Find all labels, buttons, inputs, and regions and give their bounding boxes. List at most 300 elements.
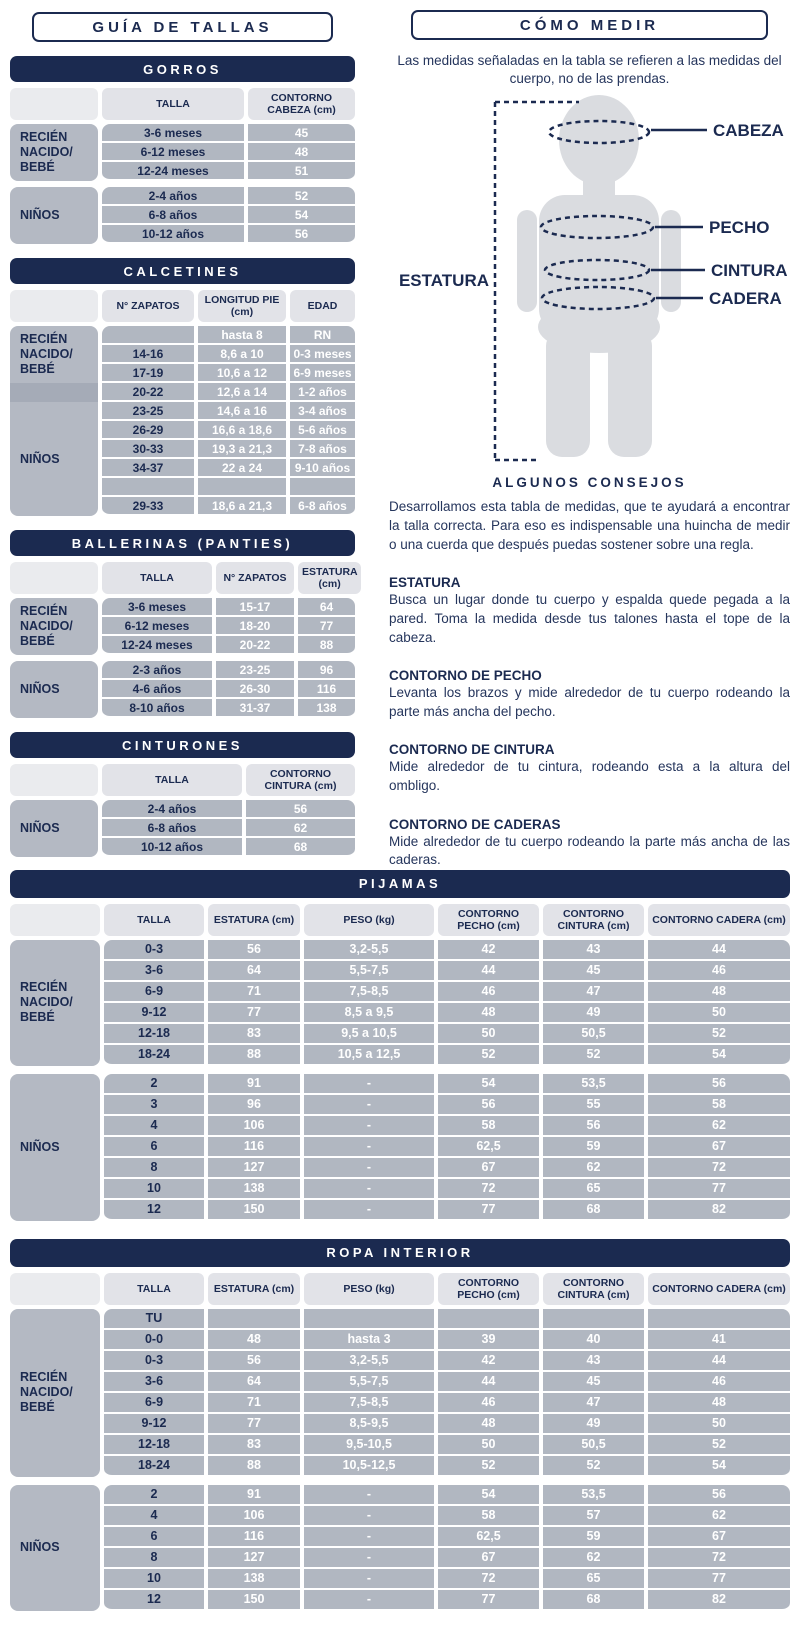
value-cell: 48	[438, 1003, 539, 1024]
size-cell: 9-12	[104, 1003, 204, 1024]
value-cell: -	[304, 1485, 434, 1506]
value-cell: 150	[208, 1590, 300, 1611]
value-cell: 44	[438, 961, 539, 982]
size-cell: 6-9	[104, 1393, 204, 1414]
size-cell: 34-37	[102, 459, 194, 478]
value-cell: 46	[438, 1393, 539, 1414]
value-cell: 23-25	[216, 661, 294, 680]
value-cell: 14,6 a 16	[198, 402, 286, 421]
value-cell: 138	[208, 1569, 300, 1590]
category-label: NIÑOS	[20, 451, 60, 466]
value-cell: 43	[543, 1351, 644, 1372]
size-cell: 2-3 años	[102, 661, 212, 680]
value-cell: 45	[543, 1372, 644, 1393]
size-cell: 10	[104, 1179, 204, 1200]
value-cell: 82	[648, 1590, 790, 1611]
value-cell: 52	[648, 1435, 790, 1456]
value-cell: 46	[648, 961, 790, 982]
value-cell: 20-22	[216, 636, 294, 655]
measure-intro-text: Las medidas señaladas en la tabla se refieren a las medidas del cuerpo, no de las prendas.	[397, 53, 782, 87]
column-header: TALLA	[104, 904, 204, 936]
value-cell	[304, 1309, 434, 1330]
value-cell: 31-37	[216, 699, 294, 718]
column-header: TALLA	[102, 88, 244, 120]
size-cell: 8	[104, 1548, 204, 1569]
value-cell: 58	[648, 1095, 790, 1116]
value-cell: 68	[543, 1200, 644, 1221]
size-cell: 12-24 meses	[102, 162, 244, 181]
value-cell: 45	[248, 124, 355, 143]
value-cell: 7,5-8,5	[304, 1393, 434, 1414]
cabeza-label: CABEZA	[713, 121, 784, 141]
value-cell: 77	[298, 617, 355, 636]
table-row-group	[10, 940, 790, 1066]
category-label: RECIÉN NACIDO/ BEBÉ	[20, 332, 73, 376]
category-cell	[10, 326, 98, 516]
column-header: PESO (kg)	[304, 1273, 434, 1305]
value-cell: 44	[648, 940, 790, 961]
value-cell: 42	[438, 940, 539, 961]
value-cell: 56	[648, 1485, 790, 1506]
value-cell: -	[304, 1074, 434, 1095]
value-cell: 45	[543, 961, 644, 982]
category-cell: NIÑOS	[10, 1485, 100, 1611]
value-cell: 116	[208, 1527, 300, 1548]
ballerinas-table	[10, 530, 358, 718]
value-cell: 127	[208, 1158, 300, 1179]
table-row-group	[10, 187, 355, 244]
value-cell: 62,5	[438, 1527, 539, 1548]
value-cell: 39	[438, 1330, 539, 1351]
ballerinas-section-bar: BALLERINAS (PANTIES)	[10, 530, 355, 556]
value-cell: 83	[208, 1435, 300, 1456]
value-cell: 64	[298, 598, 355, 617]
table-row-group	[10, 124, 355, 181]
value-cell: 62	[543, 1548, 644, 1569]
value-cell: -	[304, 1200, 434, 1221]
size-cell: 8-10 años	[102, 699, 212, 718]
size-cell: 8	[104, 1158, 204, 1179]
how-to-measure-title: CÓMO MEDIR	[411, 10, 768, 40]
value-cell: 77	[438, 1200, 539, 1221]
value-cell: 44	[648, 1351, 790, 1372]
value-cell: 52	[543, 1456, 644, 1477]
value-cell: 91	[208, 1485, 300, 1506]
value-cell: 1-2 años	[290, 383, 355, 402]
value-cell: 91	[208, 1074, 300, 1095]
size-cell: 14-16	[102, 345, 194, 364]
value-cell: 49	[543, 1003, 644, 1024]
calcetines-section-bar: CALCETINES	[10, 258, 355, 284]
value-cell: 68	[246, 838, 355, 857]
calcetines-table	[10, 258, 355, 516]
column-header: ESTATURA (cm)	[208, 1273, 300, 1305]
size-cell: 2-4 años	[102, 187, 244, 206]
value-cell: -	[304, 1506, 434, 1527]
value-cell: 26-30	[216, 680, 294, 699]
value-cell: 54	[648, 1456, 790, 1477]
category-cell: NIÑOS	[10, 800, 98, 857]
right-column	[389, 10, 790, 870]
value-cell: 48	[648, 1393, 790, 1414]
value-cell: 10,6 a 12	[198, 364, 286, 383]
value-cell: 77	[208, 1414, 300, 1435]
value-cell: 50	[648, 1414, 790, 1435]
value-cell: 71	[208, 982, 300, 1003]
size-cell: 29-33	[102, 497, 194, 516]
value-cell: 67	[648, 1527, 790, 1548]
table-header-row	[10, 88, 355, 120]
value-cell: 77	[648, 1179, 790, 1200]
value-cell: 50	[438, 1024, 539, 1045]
silhouette-shape	[517, 95, 681, 457]
child-silhouette-figure	[389, 92, 789, 464]
size-cell: 3-6	[104, 961, 204, 982]
value-cell: hasta 8	[198, 326, 286, 345]
value-cell: 12,6 a 14	[198, 383, 286, 402]
value-cell: 77	[438, 1590, 539, 1611]
size-cell: 9-12	[104, 1414, 204, 1435]
size-cell: 17-19	[102, 364, 194, 383]
category-cell: RECIÉN NACIDO/ BEBÉ	[10, 940, 100, 1066]
value-cell: -	[304, 1158, 434, 1179]
column-header: EDAD	[290, 290, 355, 322]
value-cell: 5,5-7,5	[304, 1372, 434, 1393]
column-header: TALLA	[102, 562, 212, 594]
value-cell: 50,5	[543, 1435, 644, 1456]
value-cell: 47	[543, 982, 644, 1003]
value-cell: -	[304, 1590, 434, 1611]
size-cell: 0-3	[104, 1351, 204, 1372]
table-header-row	[10, 904, 790, 936]
size-cell: 2-4 años	[102, 800, 242, 819]
value-cell: -	[304, 1095, 434, 1116]
value-cell: 56	[246, 800, 355, 819]
value-cell: 3-4 años	[290, 402, 355, 421]
size-cell: 18-24	[104, 1456, 204, 1477]
value-cell: 83	[208, 1024, 300, 1045]
category-cell: RECIÉN NACIDO/ BEBÉ	[10, 124, 98, 181]
table-header-row	[10, 764, 355, 796]
value-cell: 52	[248, 187, 355, 206]
estatura-section-text: Busca un lugar donde tu cuerpo y espalda quede pegada a la pared. Toma la medida desde tus talones hasta el tope de la cabeza.	[389, 592, 790, 645]
size-cell: 6-12 meses	[102, 143, 244, 162]
column-header: CONTORNO CINTURA (cm)	[246, 764, 355, 796]
value-cell: 50,5	[543, 1024, 644, 1045]
body-measurement-diagram	[389, 92, 790, 469]
value-cell: 52	[543, 1045, 644, 1066]
category-cell: NIÑOS	[10, 661, 98, 718]
header-corner-cell	[10, 1273, 100, 1305]
size-cell: 4	[104, 1506, 204, 1527]
cintura-label: CINTURA	[711, 261, 788, 281]
value-cell: -	[304, 1137, 434, 1158]
value-cell: 59	[543, 1527, 644, 1548]
contorno-cintura-heading: CONTORNO DE CINTURA	[389, 742, 555, 758]
value-cell: 52	[648, 1024, 790, 1045]
value-cell: 138	[208, 1179, 300, 1200]
value-cell: 106	[208, 1506, 300, 1527]
value-cell: 40	[543, 1330, 644, 1351]
size-cell	[102, 326, 194, 345]
value-cell: 62	[246, 819, 355, 838]
size-cell: 26-29	[102, 421, 194, 440]
value-cell: 41	[648, 1330, 790, 1351]
value-cell: 72	[438, 1179, 539, 1200]
value-cell	[208, 1309, 300, 1330]
value-cell: 65	[543, 1179, 644, 1200]
size-guide-title: GUÍA DE TALLAS	[32, 12, 333, 42]
left-column	[10, 10, 358, 857]
consejos-text: Desarrollamos esta tabla de medidas, que te ayudará a encontrar la talla correcta. Para eso es indispensable una huincha de medir o una cuerda que después puedas sostener sobre una regla.	[389, 499, 790, 552]
contorno-caderas-heading: CONTORNO DE CADERAS	[389, 816, 561, 832]
value-cell: 53,5	[543, 1074, 644, 1095]
cadera-label: CADERA	[709, 289, 782, 309]
size-cell: 12-18	[104, 1435, 204, 1456]
size-cell: 12	[104, 1590, 204, 1611]
table-row-group	[10, 598, 355, 655]
value-cell: 62,5	[438, 1137, 539, 1158]
value-cell: 67	[438, 1158, 539, 1179]
value-cell: 96	[298, 661, 355, 680]
value-cell: 57	[543, 1506, 644, 1527]
pijamas-section-bar: PIJAMAS	[10, 870, 790, 898]
value-cell: 150	[208, 1200, 300, 1221]
value-cell: 62	[648, 1506, 790, 1527]
contorno-caderas-text: Mide alrededor de tu cuerpo rodeando la parte más ancha de las caderas.	[389, 833, 790, 868]
value-cell: 8,5-9,5	[304, 1414, 434, 1435]
value-cell: 138	[298, 699, 355, 718]
size-cell: 3-6	[104, 1372, 204, 1393]
size-cell: 6-12 meses	[102, 617, 212, 636]
column-header: CONTORNO CINTURA (cm)	[543, 1273, 644, 1305]
value-cell: 55	[543, 1095, 644, 1116]
value-cell: 62	[543, 1158, 644, 1179]
value-cell: 82	[648, 1200, 790, 1221]
size-cell: 30-33	[102, 440, 194, 459]
value-cell: 5,5-7,5	[304, 961, 434, 982]
contorno-pecho-heading: CONTORNO DE PECHO	[389, 668, 542, 684]
value-cell: 62	[648, 1116, 790, 1137]
size-cell: 6-8 años	[102, 206, 244, 225]
value-cell: 10,5 a 12,5	[304, 1045, 434, 1066]
value-cell: -	[304, 1527, 434, 1548]
value-cell: 72	[438, 1569, 539, 1590]
value-cell: -	[304, 1179, 434, 1200]
size-cell: 4	[104, 1116, 204, 1137]
header-corner-cell	[10, 562, 98, 594]
value-cell: 46	[438, 982, 539, 1003]
top-columns	[10, 10, 790, 870]
column-header: ESTATURA (cm)	[298, 562, 361, 594]
value-cell: 48	[438, 1414, 539, 1435]
column-header: N° ZAPATOS	[216, 562, 294, 594]
size-cell: 6-9	[104, 982, 204, 1003]
value-cell: 67	[438, 1548, 539, 1569]
value-cell: 72	[648, 1548, 790, 1569]
size-cell: 20-22	[102, 383, 194, 402]
size-cell: 6	[104, 1137, 204, 1158]
value-cell	[290, 478, 355, 497]
table-header-row	[10, 562, 358, 594]
header-corner-cell	[10, 904, 100, 936]
value-cell: 9,5 a 10,5	[304, 1024, 434, 1045]
value-cell: 16,6 a 18,6	[198, 421, 286, 440]
value-cell	[543, 1309, 644, 1330]
size-cell: 2	[104, 1074, 204, 1095]
value-cell: 64	[208, 1372, 300, 1393]
value-cell: 47	[543, 1393, 644, 1414]
value-cell: 48	[208, 1330, 300, 1351]
value-cell	[438, 1309, 539, 1330]
value-cell: 59	[543, 1137, 644, 1158]
size-cell: 3	[104, 1095, 204, 1116]
size-cell: 23-25	[102, 402, 194, 421]
column-header: LONGITUD PIE (cm)	[198, 290, 286, 322]
category-cell: RECIÉN NACIDO/ BEBÉ	[10, 598, 98, 655]
value-cell: 48	[248, 143, 355, 162]
value-cell: 19,3 a 21,3	[198, 440, 286, 459]
value-cell: 44	[438, 1372, 539, 1393]
size-cell: 12	[104, 1200, 204, 1221]
value-cell: 6-9 meses	[290, 364, 355, 383]
value-cell: 116	[298, 680, 355, 699]
estatura-section-heading: ESTATURA	[389, 575, 461, 591]
value-cell: 50	[438, 1435, 539, 1456]
cinturones-section-bar: CINTURONES	[10, 732, 355, 758]
column-header: CONTORNO CABEZA (cm)	[248, 88, 355, 120]
value-cell: 18-20	[216, 617, 294, 636]
column-header: CONTORNO CINTURA (cm)	[543, 904, 644, 936]
size-cell: 18-24	[104, 1045, 204, 1066]
value-cell: 58	[438, 1116, 539, 1137]
value-cell: 9,5-10,5	[304, 1435, 434, 1456]
value-cell: 54	[438, 1485, 539, 1506]
column-header: CONTORNO PECHO (cm)	[438, 1273, 539, 1305]
value-cell: 50	[648, 1003, 790, 1024]
value-cell: 116	[208, 1137, 300, 1158]
value-cell: 72	[648, 1158, 790, 1179]
value-cell: 56	[208, 940, 300, 961]
size-cell: 0-0	[104, 1330, 204, 1351]
value-cell: 106	[208, 1116, 300, 1137]
gorros-table	[10, 56, 355, 244]
value-cell: 48	[648, 982, 790, 1003]
value-cell: 6-8 años	[290, 497, 355, 516]
value-cell: 56	[438, 1095, 539, 1116]
contorno-pecho-section	[389, 668, 790, 721]
pijamas-table	[10, 870, 790, 1221]
value-cell: 18,6 a 21,3	[198, 497, 286, 516]
value-cell: 49	[543, 1414, 644, 1435]
size-cell: 10-12 años	[102, 225, 244, 244]
value-cell: 56	[248, 225, 355, 244]
contorno-pecho-text: Levanta los brazos y mide alrededor de tu cuerpo rodeando la parte más ancha del pecho.	[389, 685, 790, 719]
contorno-cintura-section	[389, 742, 790, 795]
header-corner-cell	[10, 290, 98, 322]
column-header: TALLA	[102, 764, 242, 796]
size-cell: 3-6 meses	[102, 124, 244, 143]
category-cell: NIÑOS	[10, 187, 98, 244]
pecho-label: PECHO	[709, 218, 770, 238]
estatura-section	[389, 575, 790, 647]
size-cell: 12-18	[104, 1024, 204, 1045]
value-cell: 3,2-5,5	[304, 940, 434, 961]
value-cell: 54	[648, 1045, 790, 1066]
value-cell: 9-10 años	[290, 459, 355, 478]
value-cell: -	[304, 1116, 434, 1137]
value-cell: 54	[438, 1074, 539, 1095]
size-cell: 0-3	[104, 940, 204, 961]
value-cell: hasta 3	[304, 1330, 434, 1351]
value-cell: -	[304, 1569, 434, 1590]
size-cell: 6-8 años	[102, 819, 242, 838]
category-cell: RECIÉN NACIDO/ BEBÉ	[10, 1309, 100, 1477]
value-cell: 64	[208, 961, 300, 982]
value-cell: 8,6 a 10	[198, 345, 286, 364]
table-header-row	[10, 290, 355, 322]
size-cell	[102, 478, 194, 497]
value-cell: 65	[543, 1569, 644, 1590]
value-cell: 67	[648, 1137, 790, 1158]
table-row-group	[10, 1309, 790, 1477]
value-cell: 42	[438, 1351, 539, 1372]
column-header: CONTORNO CADERA (cm)	[648, 904, 790, 936]
column-header: PESO (kg)	[304, 904, 434, 936]
value-cell: 56	[648, 1074, 790, 1095]
size-cell: 10	[104, 1569, 204, 1590]
header-corner-cell	[10, 88, 98, 120]
ropa_interior-section-bar: ROPA INTERIOR	[10, 1239, 790, 1267]
table-row-group	[10, 661, 355, 718]
estatura-label: ESTATURA	[398, 271, 489, 291]
value-cell: 7,5-8,5	[304, 982, 434, 1003]
ropa-interior-table	[10, 1239, 790, 1611]
value-cell: 5-6 años	[290, 421, 355, 440]
gorros-section-bar: GORROS	[10, 56, 355, 82]
value-cell: 68	[543, 1590, 644, 1611]
value-cell: 15-17	[216, 598, 294, 617]
value-cell: 88	[208, 1456, 300, 1477]
value-cell: 3,2-5,5	[304, 1351, 434, 1372]
size-cell: 6	[104, 1527, 204, 1548]
table-row-group	[10, 326, 355, 516]
header-corner-cell	[10, 764, 98, 796]
contorno-caderas-section	[389, 817, 790, 870]
value-cell: 96	[208, 1095, 300, 1116]
value-cell: 22 a 24	[198, 459, 286, 478]
value-cell: 56	[208, 1351, 300, 1372]
column-header: CONTORNO CADERA (cm)	[648, 1273, 790, 1305]
table-row-group	[10, 1485, 790, 1611]
value-cell: 7-8 años	[290, 440, 355, 459]
size-cell: 4-6 años	[102, 680, 212, 699]
column-header: TALLA	[104, 1273, 204, 1305]
column-header: ESTATURA (cm)	[208, 904, 300, 936]
consejos-heading: ALGUNOS CONSEJOS	[492, 475, 687, 491]
value-cell: 58	[438, 1506, 539, 1527]
value-cell: 52	[438, 1045, 539, 1066]
value-cell: 43	[543, 940, 644, 961]
category-divider	[10, 383, 98, 402]
size-cell: TU	[104, 1309, 204, 1330]
value-cell: 10,5-12,5	[304, 1456, 434, 1477]
value-cell: 52	[438, 1456, 539, 1477]
value-cell: 8,5 a 9,5	[304, 1003, 434, 1024]
value-cell: 88	[208, 1045, 300, 1066]
table-row-group	[10, 800, 355, 857]
size-cell: 3-6 meses	[102, 598, 212, 617]
